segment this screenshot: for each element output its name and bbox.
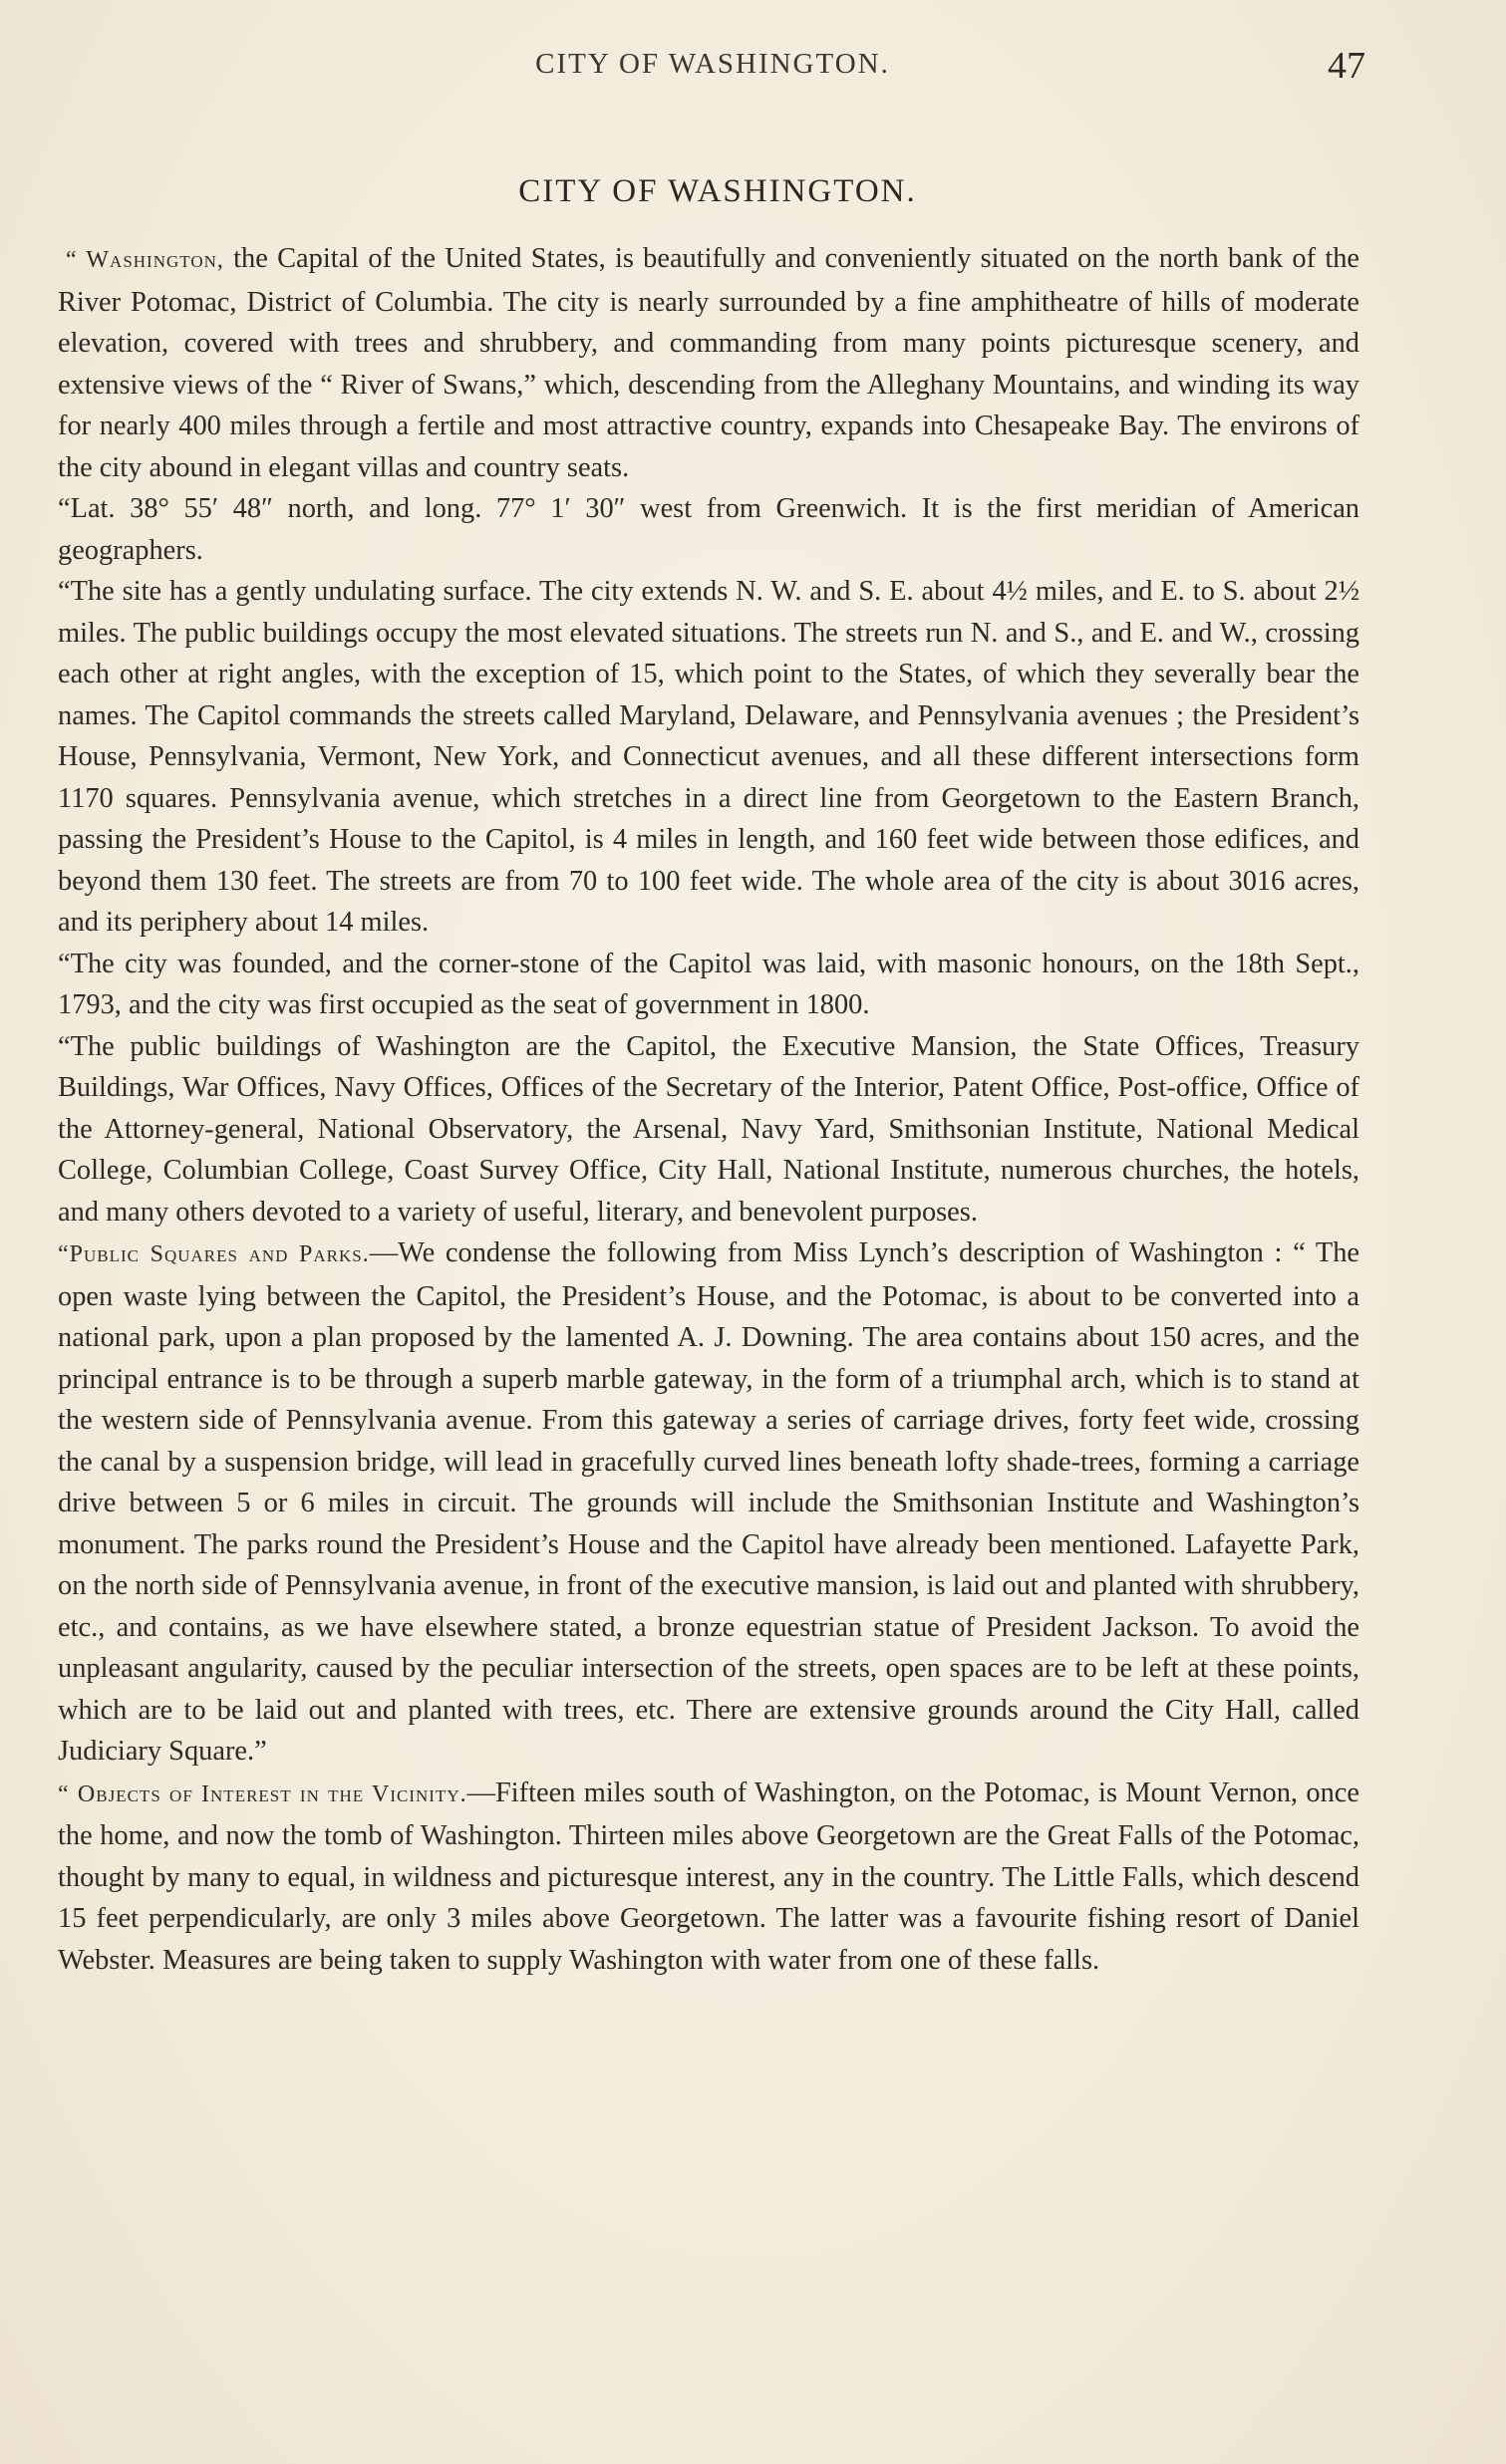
article-title: CITY OF WASHINGTON. [518, 173, 917, 209]
paragraph-vicinity [58, 1773, 1359, 1982]
running-title: CITY OF WASHINGTON. [535, 48, 890, 80]
paragraph-text: —Fifteen miles south of Washington, on the Potomac, is Mount Vernon, once the home, and now the tomb of Washington. Thirteen miles above Georgetown are the Great Falls of the Potomac, thought by many to equal, in wildness and picturesque interest, any in the country. The Little Falls, which descend 15 feet perpendicularly, are only 3 miles above Georgetown. The latter was a favourite fishing resort of Daniel Webster. Measures are being taken to supply Washington with water from one of these falls. [58, 1777, 1359, 1976]
paragraph-lead: “Public Squares and Parks. [58, 1241, 370, 1267]
paragraph-text: “The city was founded, and the corner-stone of the Capitol was laid, with masonic honours, on the 18th Sept., 1793, and the city was first occupied as the seat of government in 1800. [58, 948, 1359, 1020]
paragraph-text: “Lat. 38° 55′ 48″ north, and long. 77° 1′ 30″ west from Greenwich. It is the first meridian of American geographers. [58, 493, 1359, 566]
page-number: 47 [1328, 45, 1365, 87]
paragraph-intro [58, 238, 1359, 488]
paragraph-lead: “ Objects of Interest in the Vicinity. [58, 1780, 467, 1807]
paragraph-site [58, 571, 1359, 944]
paragraph-public-buildings [58, 1026, 1359, 1233]
paragraph-text: —We condense the following from Miss Lynch’s description of Washington : “ The open waste lying between the Capitol, the President’s House, and the Potomac, is about to be converted into a national park, upon a plan proposed by the lamented A. J. Downing. The area contains about 150 acres, and the principal entrance is to be through a superb marble gateway, in the form of a triumphal arch, which is to stand at the western side of Pennsylvania avenue. From this gateway a series of carriage drives, forty feet wide, crossing the canal by a suspension bridge, will lead in gracefully curved lines beneath lofty shade-trees, forming a carriage drive between 5 or 6 miles in circuit. The grounds will include the Smithsonian Institute and Washington’s monument. The parks round the President’s House and the Capitol have already been mentioned. Lafayette Park, on the north side of Pennsylvania avenue, in front of the executive mansion, is laid out and planted with shrubbery, etc., and contains, as we have elsewhere stated, a bronze equestrian statue of President Jackson. To avoid the unpleasant angularity, caused by the peculiar intersection of the streets, open spaces are to be left at these points, which are to be laid out and planted with trees, etc. There are extensive grounds around the City Hall, called Judiciary Square.” [58, 1237, 1359, 1767]
article-body [58, 238, 1359, 1981]
paragraph-coordinates [58, 488, 1359, 571]
paragraph-text: “The public buildings of Washington are the Capitol, the Executive Mansion, the State Offices, Treasury Buildings, War Offices, Navy Offices, Offices of the Secretary of the Interior, Patent Office, Post-office, Office of the Attorney-general, National Observatory, the Arsenal, Navy Yard, Smithsonian Institute, National Medical College, Columbian College, Coast Survey Office, City Hall, National Institute, numerous churches, the hotels, and many others devoted to a variety of useful, literary, and benevolent purposes. [58, 1030, 1359, 1228]
paragraph-founding [58, 944, 1359, 1026]
paragraph-public-squares [58, 1232, 1359, 1773]
paragraph-text: the Capital of the United States, is beautifully and conveniently situated on the north bank of the River Potomac, District of Columbia. The city is nearly surrounded by a fine amphitheatre of hills of moderate elevation, covered with trees and shrubbery, and commanding from many points picturesque scenery, and extensive views of the “ River of Swans,” which, descending from the Alleghany Mountains, and winding its way for nearly 400 miles through a fertile and most attractive country, expands into Chesapeake Bay. The environs of the city abound in elegant villas and country seats. [58, 243, 1359, 483]
running-header [60, 45, 1365, 92]
paragraph-text: “The site has a gently undulating surface. The city extends N. W. and S. E. about 4½ miles, and E. to S. about 2½ miles. The public buildings occupy the most elevated situations. The streets run N. and S., and E. and W., crossing each other at right angles, with the exception of 15, which point to the States, of which they severally bear the names. The Capitol commands the streets called Maryland, Delaware, and Pennsylvania avenues ; the President’s House, Pennsylvania, Vermont, New York, and Connecticut avenues, and all these different intersections form 1170 squares. Pennsylvania avenue, which stretches in a direct line from Georgetown to the Eastern Branch, passing the President’s House to the Capitol, is 4 miles in length, and 160 feet wide between those edifices, and beyond them 130 feet. The streets are from 70 to 100 feet wide. The whole area of the city is about 3016 acres, and its periphery about 14 miles. [58, 576, 1359, 938]
paragraph-lead: “ Washington, [66, 247, 224, 273]
